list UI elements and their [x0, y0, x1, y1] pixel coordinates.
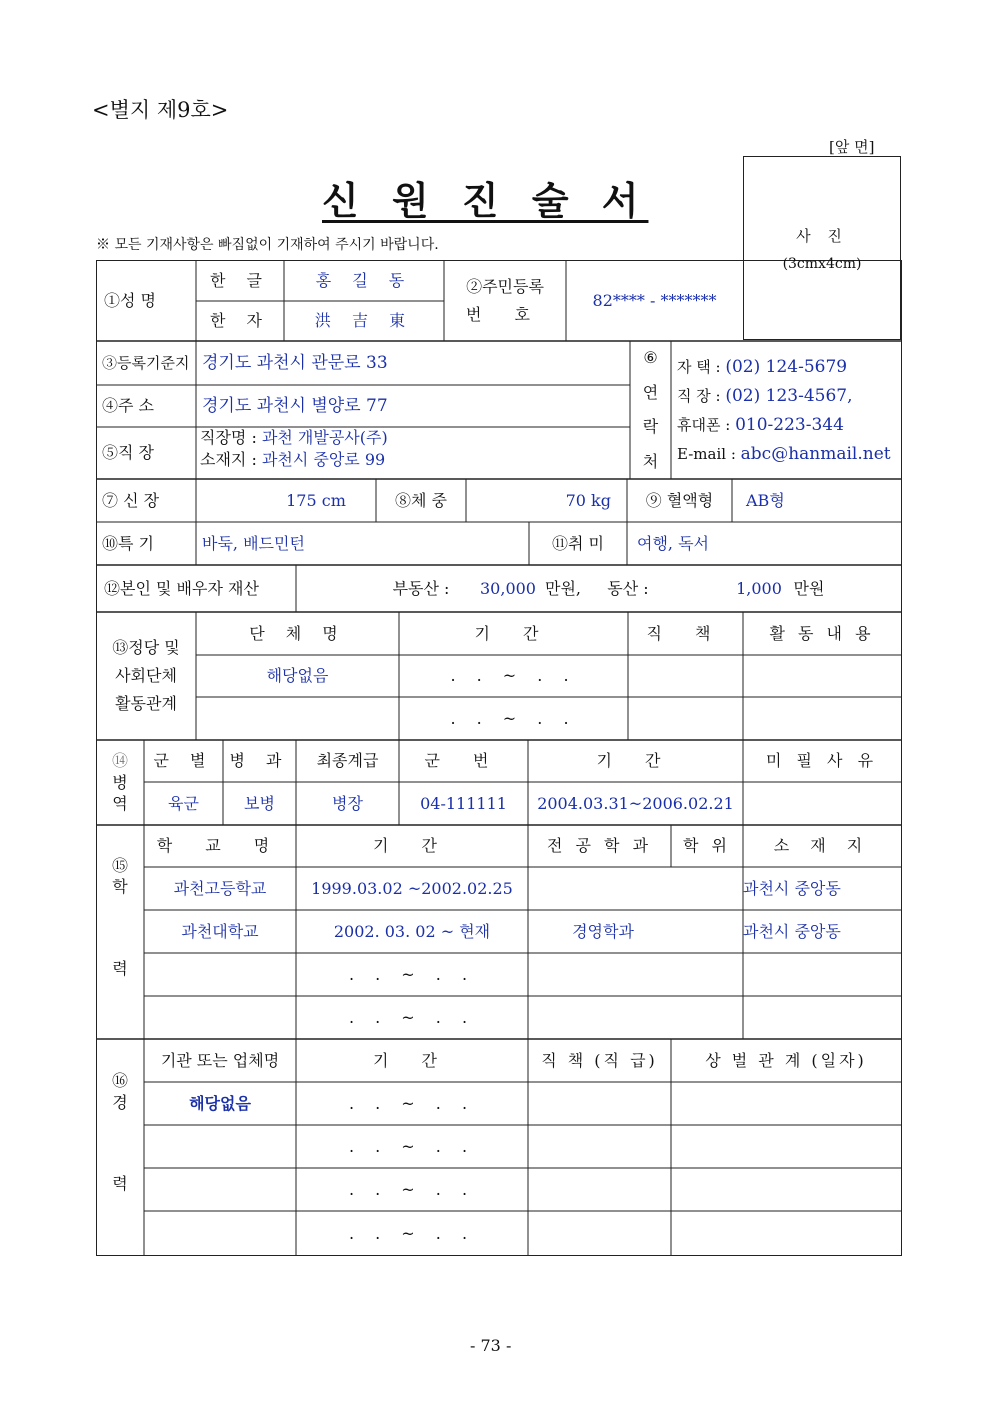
page-title: 신 원 진 술 서 [322, 178, 649, 223]
real-estate-unit: 만원, [545, 578, 581, 598]
hanja-label: 한 자 [210, 311, 270, 331]
career-row-1-position[interactable] [528, 1082, 671, 1125]
party-row-2-period[interactable]: . . ~ . . [450, 708, 577, 728]
contact-home-label: 자 택 : [677, 358, 726, 376]
special-skill-field[interactable]: 바둑, 배드민턴 [202, 533, 305, 553]
career-row-3-position[interactable] [528, 1168, 671, 1211]
party-header-position: 직 책 [646, 623, 725, 643]
front-side-label: [앞 면] [829, 138, 875, 156]
contact-label-char-2: 락 [642, 417, 659, 437]
party-header-activity: 활 동 내 용 [769, 623, 875, 643]
hangul-name-field[interactable]: 홍 길 동 [315, 271, 413, 291]
address-field[interactable]: 경기도 과천시 별양로 77 [202, 395, 388, 416]
edu-row-1-location[interactable]: 과천시 중앙동 [743, 878, 841, 898]
work-name-value[interactable]: 과천 개발공사(주) [261, 428, 388, 447]
page-number: - 73 - [470, 1336, 512, 1355]
address-label: ④주 소 [102, 396, 154, 416]
career-row-2-position[interactable] [528, 1125, 671, 1168]
hobby-label: ⑪취 미 [552, 533, 604, 553]
property-label: ⑫본인 및 배우자 재산 [104, 578, 259, 598]
edu-row-4-location[interactable] [743, 996, 901, 1039]
contact-work [677, 385, 853, 408]
contact-label-num: ⑥ [643, 348, 658, 368]
work-name-line [200, 427, 388, 449]
work-location-label: 소재지 : [200, 449, 262, 469]
military-exempt-field[interactable] [743, 782, 901, 825]
edu-row-1-school[interactable]: 과천고등학교 [173, 878, 267, 898]
edu-row-2-major[interactable]: 경영학과 [572, 921, 634, 941]
work-label: ⑤직 장 [102, 443, 154, 463]
party-label-line3: 활동관계 [115, 694, 177, 713]
military-label-char-2: 역 [112, 794, 128, 814]
career-label [96, 1039, 144, 1256]
career-label-char-1: 경 [112, 1092, 128, 1112]
rrn-field[interactable]: 82**** - ******* [592, 291, 717, 311]
rrn-label-line2: 번 호 [466, 305, 544, 324]
domicile-label: ③등록기준지 [102, 353, 190, 372]
edu-row-4-period[interactable]: . . ~ . . [348, 1007, 476, 1027]
party-label [96, 612, 196, 740]
real-estate-label: 부동산 : [392, 578, 450, 598]
edu-row-3-period[interactable]: . . ~ . . [348, 964, 476, 984]
contact-mobile [677, 414, 844, 437]
military-rank-field[interactable]: 병장 [332, 793, 363, 813]
career-row-1-awards[interactable] [671, 1082, 901, 1125]
edu-row-4-school[interactable] [144, 996, 296, 1039]
edu-row-1-major[interactable] [528, 867, 743, 910]
career-row-3-org[interactable] [144, 1168, 296, 1211]
party-row-1-org[interactable]: 해당없음 [266, 666, 329, 686]
blood-type-label: ⑨ 혈액형 [645, 490, 714, 510]
photo-size: (3cmx4cm) [782, 256, 862, 272]
party-row-2-org[interactable] [196, 697, 399, 740]
education-label-num: ⑮ [111, 855, 128, 875]
party-row-1-activity[interactable] [743, 655, 901, 697]
edu-row-3-major[interactable] [528, 953, 743, 996]
edu-row-2-period[interactable]: 2002. 03. 02 ~ 현재 [333, 921, 491, 941]
movable-label: 동산 : [607, 578, 649, 598]
hanja-name-field[interactable]: 洪 吉 東 [314, 311, 414, 331]
party-label-line1: ⑬정당 및 [112, 638, 180, 657]
work-location-line [200, 449, 385, 471]
domicile-field[interactable]: 경기도 과천시 관문로 33 [202, 352, 388, 373]
movable-unit: 만원 [793, 578, 825, 598]
name-label-text: ①성 명 [104, 291, 156, 311]
party-row-2-activity[interactable] [743, 697, 901, 740]
contact-label-char-3: 처 [642, 451, 659, 471]
height-label: ⑦ 신 장 [102, 490, 160, 510]
contact-home [677, 356, 847, 379]
career-row-4-awards[interactable] [671, 1211, 901, 1256]
military-header-exempt: 미 필 사 유 [765, 751, 879, 771]
contact-label-char-1: 연 [642, 382, 659, 402]
party-header-org: 단 체 명 [249, 623, 346, 643]
edu-row-2-school[interactable]: 과천대학교 [181, 921, 259, 941]
military-header-branch: 군 별 [153, 751, 214, 771]
military-label-char-1: 병 [112, 772, 128, 792]
contact-home-value[interactable]: (02) 124-5679 [725, 357, 848, 377]
edu-header-degree: 학 위 [683, 836, 731, 856]
edu-header-major: 전 공 학 과 [546, 836, 653, 856]
hobby-field[interactable]: 여행, 독서 [637, 533, 709, 553]
contact-mobile-label: 휴대폰 : [677, 416, 736, 435]
party-row-1-period[interactable]: . . ~ . . [450, 666, 577, 686]
contact-label [630, 341, 671, 479]
career-header-awards: 상 벌 관 계 (일자) [705, 1050, 867, 1070]
career-header-org: 기관 또는 업체명 [160, 1050, 280, 1070]
name-label [96, 261, 196, 341]
contact-mobile-value[interactable]: 010-223-344 [735, 415, 844, 436]
weight-label: ⑧체 중 [395, 490, 447, 510]
military-label [96, 740, 144, 825]
military-number-field[interactable]: 04-111111 [420, 793, 507, 813]
military-specialty-field[interactable]: 보병 [244, 793, 275, 813]
blood-type-field[interactable]: AB형 [746, 490, 785, 510]
movable-field[interactable]: 1,000 [736, 578, 782, 598]
contact-work-value[interactable]: (02) 123-4567, [725, 386, 853, 407]
work-location-value[interactable]: 과천시 중앙로 99 [261, 449, 386, 469]
party-row-2-position[interactable] [628, 697, 743, 740]
education-label-char-1: 학 [112, 877, 128, 897]
military-header-specialty: 병 과 [229, 751, 290, 771]
height-field[interactable]: 175 cm [286, 490, 346, 510]
career-label-char-2: 력 [112, 1174, 128, 1194]
edu-row-4-major[interactable] [528, 996, 743, 1039]
career-header-period: 기 간 [373, 1050, 451, 1070]
edu-row-3-location[interactable] [743, 953, 901, 996]
weight-field[interactable]: 70 kg [565, 490, 611, 510]
military-branch-field[interactable]: 육군 [168, 793, 199, 813]
edu-row-1-period[interactable]: 1999.03.02 ~2002.02.25 [311, 878, 513, 898]
career-row-4-org[interactable] [144, 1211, 296, 1256]
contact-email-value[interactable]: abc@hanmail.net [740, 444, 891, 465]
career-header-position: 직 책 (직 급) [541, 1050, 658, 1070]
contact-field[interactable] [671, 356, 901, 466]
rrn-label [444, 261, 566, 341]
edu-header-period: 기 간 [373, 836, 451, 856]
education-label-char-2: 력 [112, 958, 128, 978]
photo-box[interactable] [743, 156, 901, 340]
contact-work-label: 직 장 : [677, 387, 726, 406]
party-header-period: 기 간 [474, 623, 553, 643]
party-label-line2: 사회단체 [115, 666, 177, 685]
work-name-label: 직장명 : [200, 428, 262, 447]
career-row-3-awards[interactable] [671, 1168, 901, 1211]
military-header-number: 군 번 [424, 751, 503, 771]
military-header-period: 기 간 [596, 751, 675, 771]
military-period-field[interactable]: 2004.03.31~2006.02.21 [537, 793, 734, 813]
education-label [96, 825, 144, 1039]
work-field[interactable] [196, 427, 630, 479]
career-row-1-org[interactable]: 해당없음 [189, 1093, 251, 1113]
career-row-2-awards[interactable] [671, 1125, 901, 1168]
military-label-num: ⑭ [111, 751, 128, 771]
edu-header-location: 소 재 지 [773, 836, 871, 856]
notice-text: ※ 모든 기재사항은 빠짐없이 기재하여 주시기 바랍니다. [96, 237, 439, 253]
career-row-2-org[interactable] [144, 1125, 296, 1168]
contact-email [677, 443, 891, 466]
career-row-4-period[interactable]: . . ~ . . [348, 1223, 476, 1243]
military-header-rank: 최종계급 [316, 751, 379, 771]
career-row-1-period[interactable]: . . ~ . . [348, 1093, 476, 1113]
special-skill-label: ⑩특 기 [102, 533, 154, 553]
career-row-2-period[interactable]: . . ~ . . [348, 1136, 476, 1156]
career-row-4-position[interactable] [528, 1211, 671, 1256]
edu-header-school: 학 교 명 [156, 836, 284, 856]
attachment-label: <별지 제9호> [92, 98, 229, 122]
edu-row-2-location[interactable]: 과천시 중앙동 [743, 921, 841, 941]
party-row-1-position[interactable] [628, 655, 743, 697]
real-estate-field[interactable]: 30,000 [480, 578, 536, 598]
hangul-label: 한 글 [210, 271, 270, 291]
career-row-3-period[interactable]: . . ~ . . [348, 1179, 476, 1199]
photo-label: 사 진 [796, 227, 848, 245]
contact-email-label: E-mail : [677, 445, 741, 464]
career-label-num: ⑯ [111, 1071, 128, 1091]
edu-row-3-school[interactable] [144, 953, 296, 996]
rrn-label-line1: ②주민등록 [466, 277, 544, 297]
